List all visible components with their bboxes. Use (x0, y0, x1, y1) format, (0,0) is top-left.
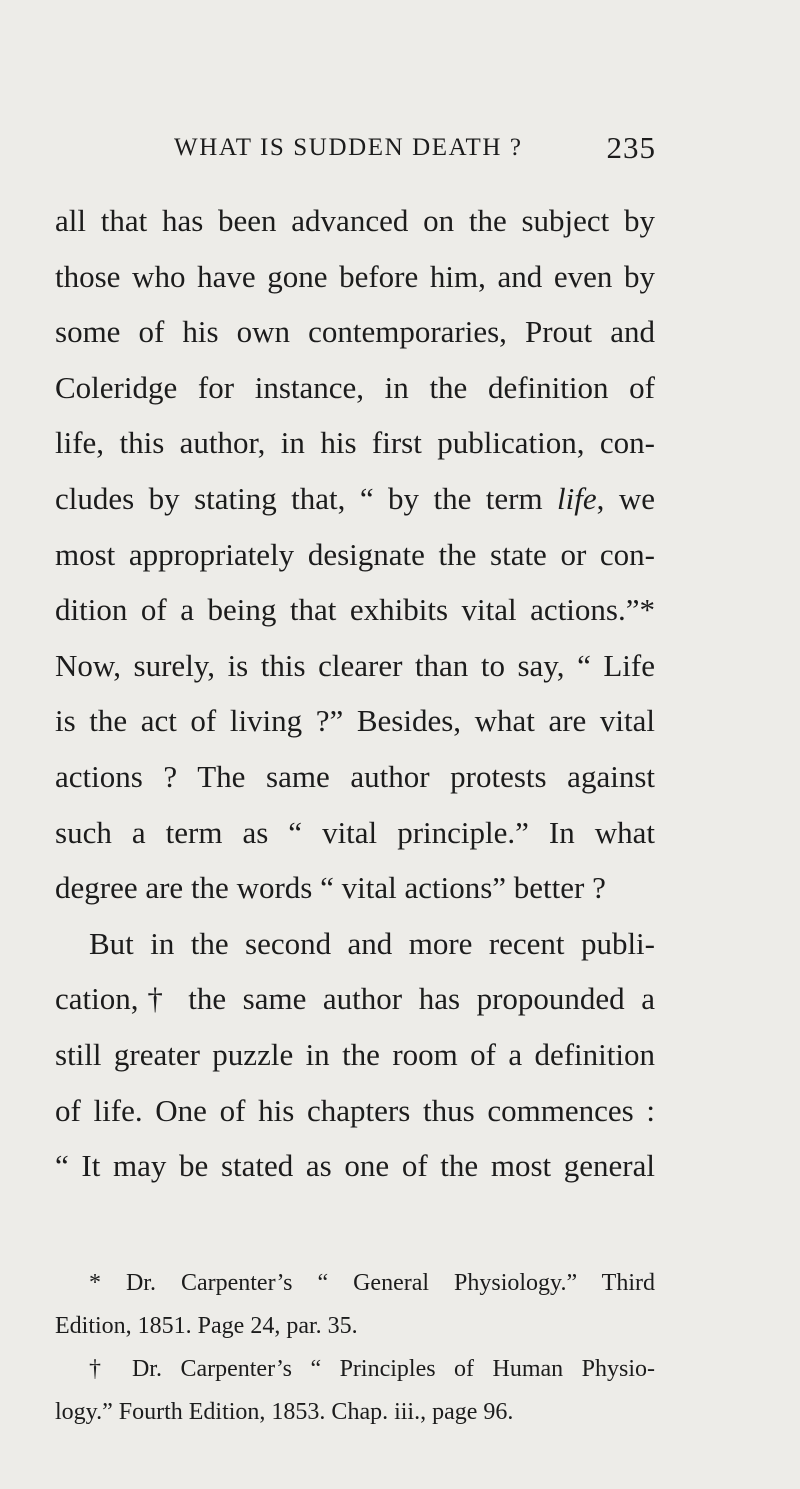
body-line: “ It may be stated as one of the most general (55, 1148, 655, 1184)
body-line: some of his own contemporaries, Prout and (55, 314, 655, 350)
body-line-segment: cludes by stating that, “ by the term (55, 480, 558, 516)
footnote-line: logy.” Fourth Edition, 1853. Chap. iii., page 96. (55, 1399, 514, 1425)
body-line: degree are the words “ vital actions” better ? (55, 870, 606, 906)
body-line: such a term as “ vital principle.” In what (55, 814, 655, 850)
body-line-segment: , we (596, 480, 655, 516)
footnotes (55, 1262, 655, 1434)
running-head (0, 130, 656, 170)
page-number: 235 (606, 130, 656, 165)
footnote-line: † Dr. Carpenter’s “ Principles of Human Physio- (89, 1356, 655, 1382)
body-line: all that has been advanced on the subject by (55, 203, 655, 238)
body-line: most appropriately designate the state or con- (55, 536, 655, 572)
body-line: actions ? The same author protests against (55, 758, 655, 794)
body-line: is the act of living ?” Besides, what are vital (55, 703, 655, 739)
body-line: life, this author, in his first publication, con- (55, 425, 655, 461)
body-line: Now, surely, is this clearer than to say, “ Life (55, 647, 655, 683)
italic-term-life: life (557, 480, 597, 516)
body-line: But in the second and more recent publi- (89, 925, 655, 961)
body-line: Coleridge for instance, in the definition of (55, 369, 655, 405)
body-line: dition of a being that exhibits vital actions.”* (55, 592, 655, 628)
body-line: those who have gone before him, and even by (55, 258, 655, 294)
body-line-with-italic (55, 471, 655, 527)
running-title: WHAT IS SUDDEN DEATH ? (174, 134, 523, 161)
body-line: of life. One of his chapters thus commences : (55, 1092, 655, 1128)
footnote-line: * Dr. Carpenter’s “ General Physiology.” Third (89, 1270, 655, 1296)
footnote-line: Edition, 1851. Page 24, par. 35. (55, 1313, 358, 1339)
body-line: cation,† the same author has propounded a (55, 981, 655, 1017)
body-line: still greater puzzle in the room of a definition (55, 1036, 655, 1072)
body-text (55, 193, 655, 1194)
